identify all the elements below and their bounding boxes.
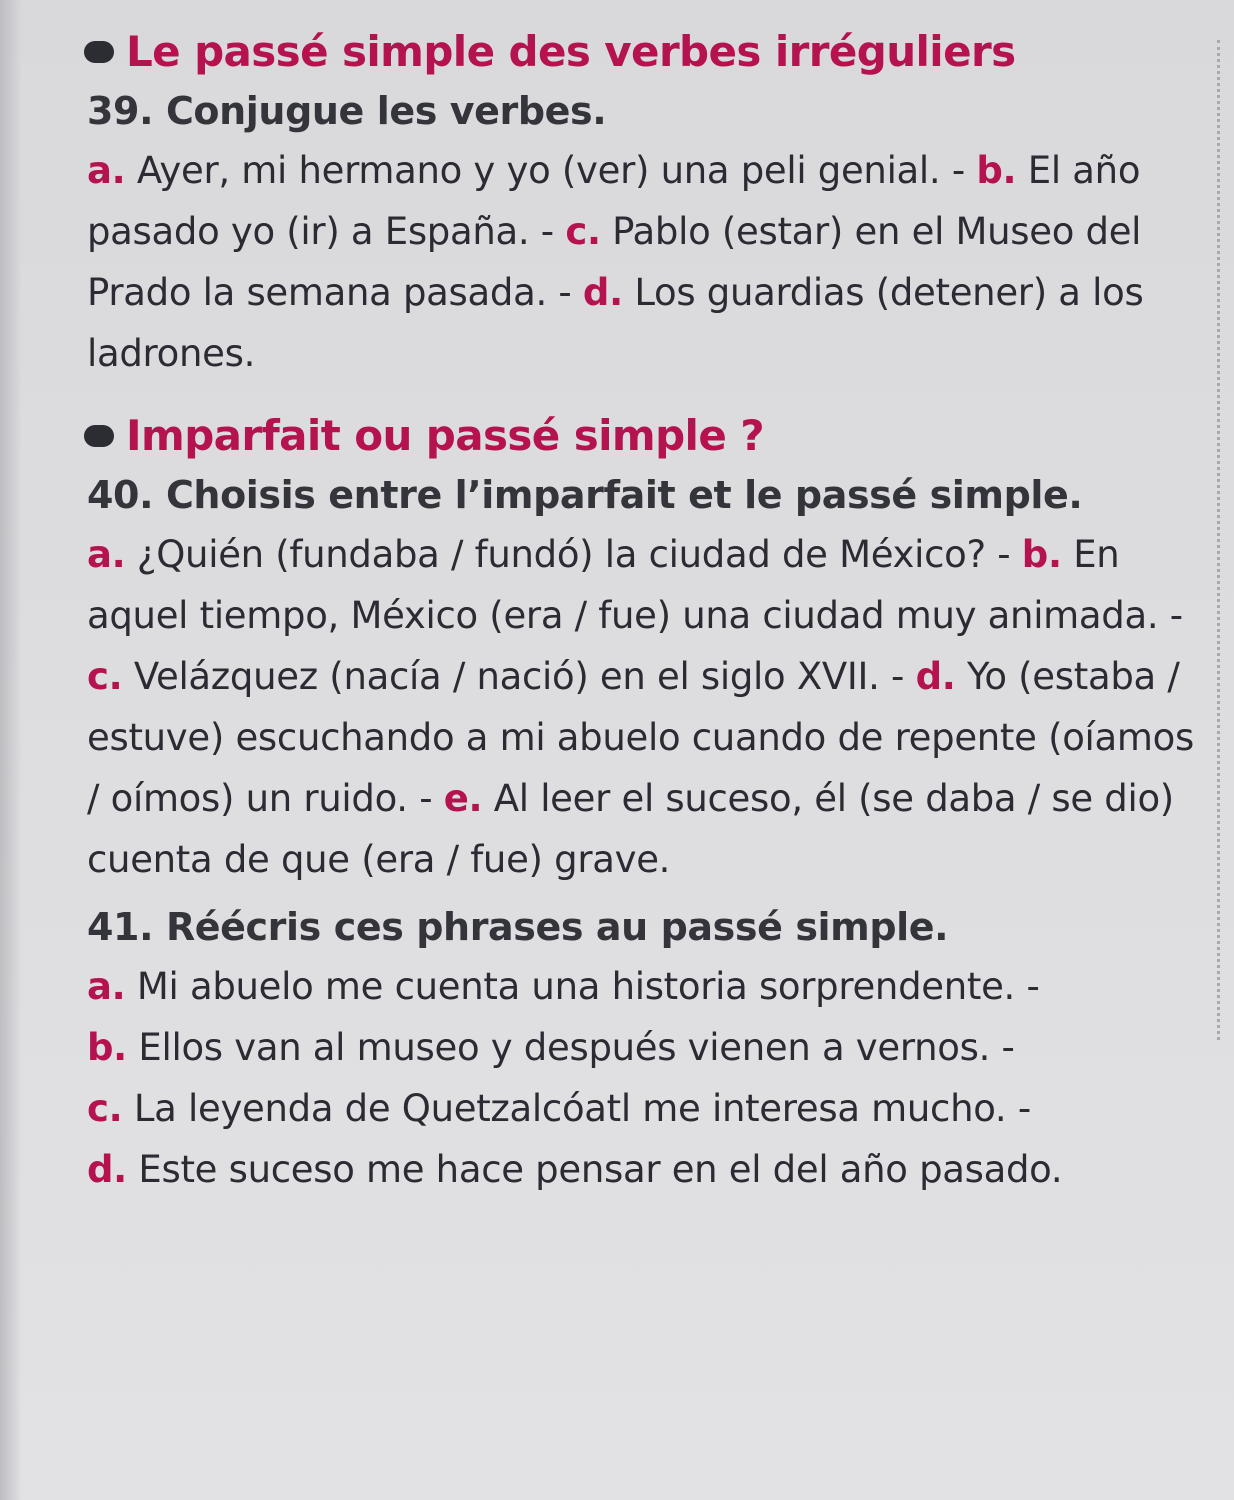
item-text: En aquel tiempo, México (era / fue) una ciudad muy animada. - <box>87 533 1183 637</box>
exercise-41-title: 41. Réécris ces phrases au passé simple. <box>87 905 949 949</box>
spacer <box>87 384 1197 406</box>
item-label: d. <box>87 1148 127 1191</box>
section-heading-text: Le passé simple des verbes irréguliers <box>126 27 1016 76</box>
exercise-39-title: 39. Conjugue les verbes. <box>87 89 607 133</box>
exercise-40-body <box>87 524 1197 890</box>
item-label: a. <box>87 149 126 192</box>
exercise-39-body <box>87 140 1197 384</box>
item-text: Pablo (estar) en el Museo del Prado la semana pasada. - <box>87 210 1142 314</box>
exercise-40-title: 40. Choisis entre l’imparfait et le passé simple. <box>87 473 1083 517</box>
item-text: Este suceso me hace pensar en el del año pasado. <box>126 1148 1063 1191</box>
item-label: b. <box>1021 533 1062 576</box>
item-label: b. <box>976 149 1017 192</box>
item-text: Velázquez (nacía / nació) en el siglo XVII. - <box>122 655 916 698</box>
item-label: a. <box>87 533 126 576</box>
item-text: Ellos van al museo y después vienen a vernos. - <box>126 1026 1015 1069</box>
item-text: Los guardias (detener) a los ladrones. <box>87 271 1144 375</box>
item-text: Mi abuelo me cuenta una historia sorprendente. - <box>125 965 1040 1008</box>
item-label: c. <box>87 1087 123 1130</box>
exercise-content <box>87 22 1197 1200</box>
item-label: e. <box>443 777 483 820</box>
section-heading-text: Imparfait ou passé simple ? <box>126 411 764 460</box>
dotted-margin-rule <box>1217 40 1220 1040</box>
item-label: c. <box>87 655 123 698</box>
item-label: d. <box>582 271 623 314</box>
bullet-icon <box>84 41 114 63</box>
spacer <box>87 890 1197 898</box>
item-label: b. <box>87 1026 127 1069</box>
page-binding-shadow <box>0 0 22 1500</box>
item-label: c. <box>565 210 601 253</box>
item-text: La leyenda de Quetzalcóatl me interesa mucho. - <box>122 1087 1031 1130</box>
exercise-41-body <box>87 956 1197 1200</box>
bullet-icon <box>84 425 114 447</box>
section-heading-passe-simple <box>84 22 1197 82</box>
item-label: d. <box>915 655 956 698</box>
item-text: ¿Quién (fundaba / fundó) la ciudad de México? - <box>125 533 1022 576</box>
item-label: a. <box>87 965 126 1008</box>
item-text: Yo (estaba / estuve) escuchando a mi abuelo cuando de repente (oíamos / oímos) un ruido. - <box>87 655 1194 820</box>
item-text: El año pasado yo (ir) a España. - <box>87 149 1141 253</box>
section-heading-imparfait <box>84 406 1197 466</box>
item-text: Al leer el suceso, él (se daba / se dio) cuenta de que (era / fue) grave. <box>87 777 1174 881</box>
item-text: Ayer, mi hermano y yo (ver) una peli genial. - <box>125 149 977 192</box>
